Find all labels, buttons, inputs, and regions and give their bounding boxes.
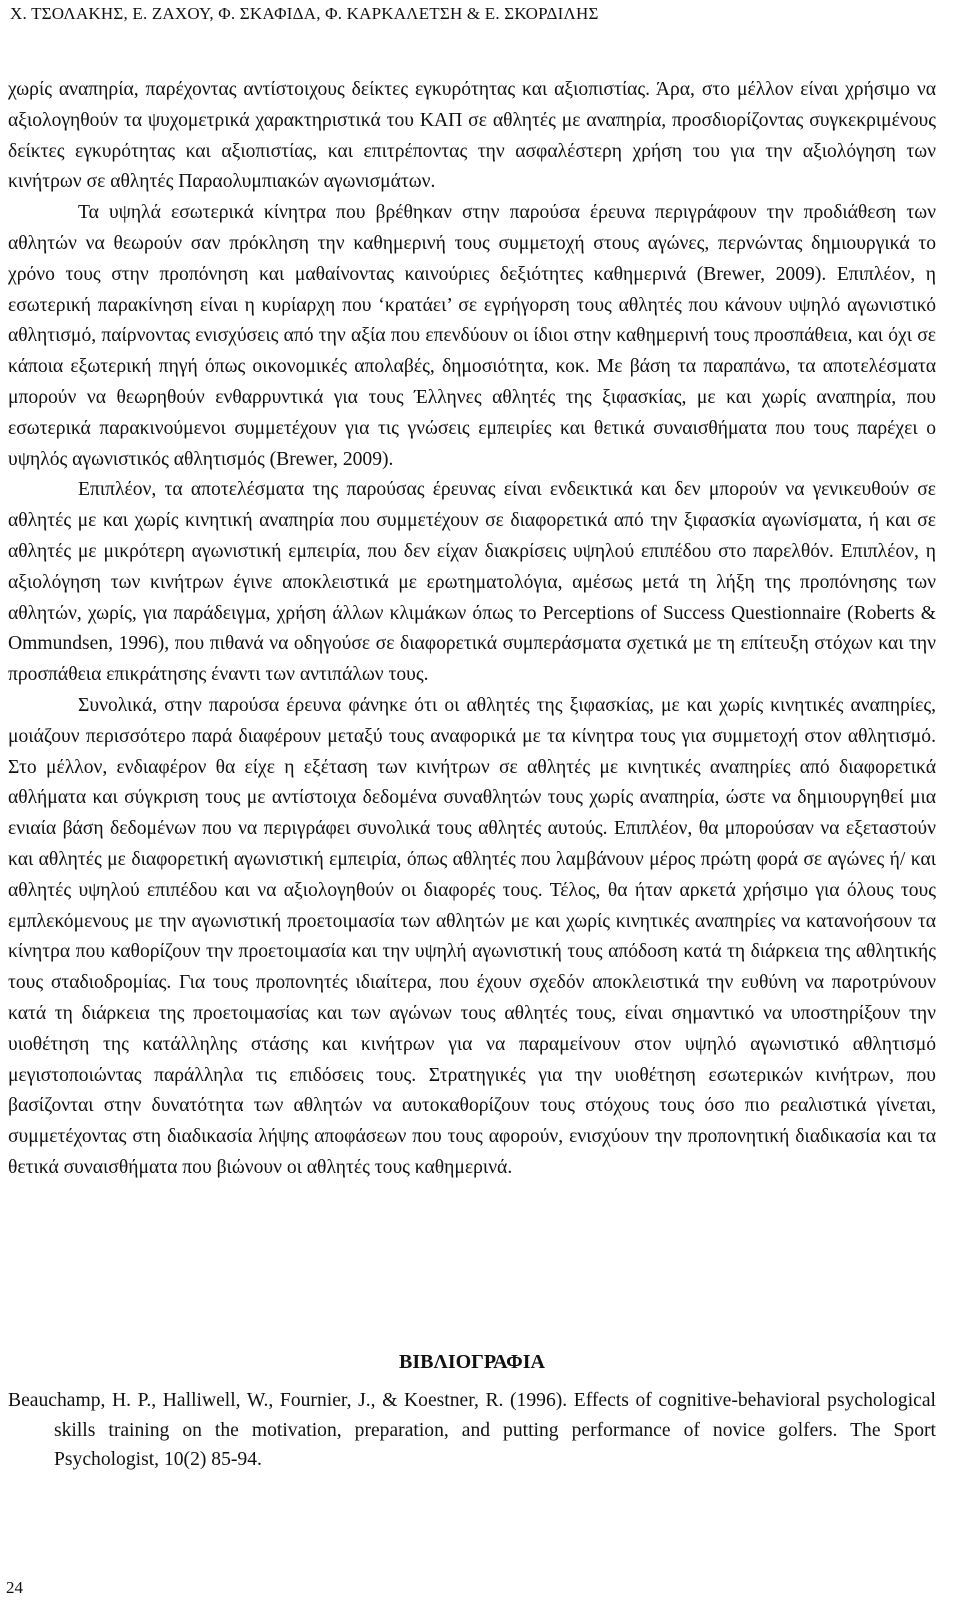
- body-text: [8, 75, 936, 1184]
- running-header: Χ. ΤΣΟΛΑΚΗΣ, Ε. ΖΑΧΟΥ, Φ. ΣΚΑΦΙΔΑ, Φ. ΚΑΡΚΑΛΕΤΣΗ & Ε. ΣΚΟΡΔΙΛΗΣ: [10, 4, 599, 23]
- paragraph-conclusions: Συνολικά, στην παρούσα έρευνα φάνηκε ότι οι αθλητές της ξιφασκίας, με και χωρίς κινητικές αναπηρίες, μοιάζουν περισσότερο παρά διαφέρουν μεταξύ τους αναφορικά με τα κίνητρα τους για συμμετοχή στον αθλητισμό. Στο μέλλον, ενδιαφέρον θα είχε η εξέταση των κινήτρων σε αθλητές με κινητικές αναπηρίες από διαφορετικά αθλήματα και σύγκριση τους με αντίστοιχα δεδομένα συναθλητών τους χωρίς αναπηρία, ώστε να δημιουργηθεί μια ενιαία βάση δεδομένων που να περιγράφει συνολικά τους αθλητές αυτούς. Επιπλέον, θα μπορούσαν να εξεταστούν και αθλητές με διαφορετική αγωνιστική εμπειρία, όπως αθλητές που λαμβάνουν μέρος πρώτη φορά σε αγώνες ή/ και αθλητές υψηλού επιπέδου και να αξιολογηθούν οι διαφορές τους. Τέλος, θα ήταν αρκετά χρήσιμο για όλους τους εμπλεκόμενους με την αγωνιστική προετοιμασία των αθλητών με και χωρίς κινητικές αναπηρίες να κατανοήσουν τα κίνητρα που καθορίζουν την προετοιμασία και την υψηλή αγωνιστική τους απόδοση κατά τη διάρκεια της αθλητικής τους σταδιοδρομίας. Για τους προπονητές ιδιαίτερα, που έχουν σχεδόν αποκλειστικά την ευθύνη να παροτρύνουν κατά τη διάρκεια της προετοιμασίας και των αγώνων τους αθλητές τους, είναι σημαντικό να υποστηρίξουν την υιοθέτηση της κατάλληλης στάσης και κινήτρων για να παραμείνουν στον υψηλό αγωνιστικό αθλητισμό μεγιστοποιώντας παράλληλα τις επιδόσεις τους. Στρατηγικές για την υιοθέτηση εσωτερικών κινήτρων, που βασίζονται στην δυνατότητα των αθλητών να αυτοκαθορίζουν τους στόχους τους όσο πιο ρεαλιστικά γίνεται, συμμετέχοντας στη διαδικασία λήψης αποφάσεων που τους αφορούν, ενισχύουν την προπονητική διαδικασία και τα θετικά συναισθήματα που βιώνουν οι αθλητές τους καθημερινά.: [8, 694, 936, 1178]
- paragraph-limitations: Επιπλέον, τα αποτελέσματα της παρούσας έρευνας είναι ενδεικτικά και δεν μπορούν να γενικευθούν σε αθλητές με και χωρίς κινητική αναπηρία που συμμετέχουν σε διαφορετικά από την ξιφασκία αγωνίσματα, ή και σε αθλητές με μικρότερη αγωνιστική εμπειρία, που δεν είχαν διακρίσεις υψηλού επιπέδου στο παρελθόν. Επιπλέον, η αξιολόγηση των κινήτρων έγινε αποκλειστικά με ερωτηματολόγια, αμέσως μετά τη λήξη της προπόνησης των αθλητών, χωρίς, για παράδειγμα, χρήση άλλων κλιμάκων όπως το Perceptions of Success Questionnaire (Roberts & Ommundsen, 1996), που πιθανά να οδηγούσε σε διαφορετικά συμπεράσματα σχετικά με τη επίτευξη στόχων και την προσπάθεια επικράτησης έναντι των αντιπάλων τους.: [8, 479, 936, 686]
- paragraph-intrinsic-motivation: Τα υψηλά εσωτερικά κίνητρα που βρέθηκαν στην παρούσα έρευνα περιγράφουν την προδιάθεση των αθλητών να θεωρούν σαν πρόκληση την καθημερινή τους συμμετοχή στους αγώνες, περνώντας δημιουργικά το χρόνο τους στην προπόνηση και μαθαίνοντας καινούριες δεξιότητες καθημερινά (Brewer, 2009). Επιπλέον, η εσωτερική παρακίνηση είναι η κυρίαρχη που ‘κρατάει’ σε εγρήγορση τους αθλητές που κάνουν υψηλό αγωνιστικό αθλητισμό, παίρνοντας ενισχύσεις από την αξία που επενδύουν οι ίδιοι στην καθημερινή τους προσπάθεια, και όχι σε κάποια εξωτερική πηγή όπως οικονομικές απολαβές, δημοσιότητα, κοκ. Με βάση τα παραπάνω, τα αποτελέσματα μπορούν να θεωρηθούν ενθαρρυντικά για τους Έλληνες αθλητές της ξιφασκίας, με και χωρίς αναπηρία, που εσωτερικά παρακινούμενοι συμμετέχουν για τις γνώσεις εμπειρίες και θετικά συναισθήματα που τους παρέχει ο υψηλός αγωνιστικός αθλητισμός (Brewer, 2009).: [8, 202, 936, 470]
- bibliography-heading: ΒΙΒΛΙΟΓΡΑΦΙΑ: [399, 1351, 545, 1373]
- reference-entry: Beauchamp, H. P., Halliwell, W., Fournier, J., & Koestner, R. (1996). Effects of cognitive-behavioral psychological skills training on the motivation, preparation, and putting performance of novice golfers. The Sport Psychologist, 10(2) 85-94.: [8, 1390, 936, 1470]
- page-number: 24: [6, 1578, 23, 1597]
- paragraph-continued: χωρίς αναπηρία, παρέχοντας αντίστοιχους δείκτες εγκυρότητας και αξιοπιστίας. Άρα, στο μέλλον είναι χρήσιμο να αξιολογηθούν τα ψυχομετρικά χαρακτηριστικά του ΚΑΠ σε αθλητές με αναπηρία, προσδιορίζοντας συγκεκριμένους δείκτες εγκυρότητας και αξιοπιστίας, και επιτρέποντας την ασφαλέστερη χρήση του για την αξιολόγηση των κινήτρων σε αθλητές Παραολυμπιακών αγωνισμάτων.: [8, 79, 936, 193]
